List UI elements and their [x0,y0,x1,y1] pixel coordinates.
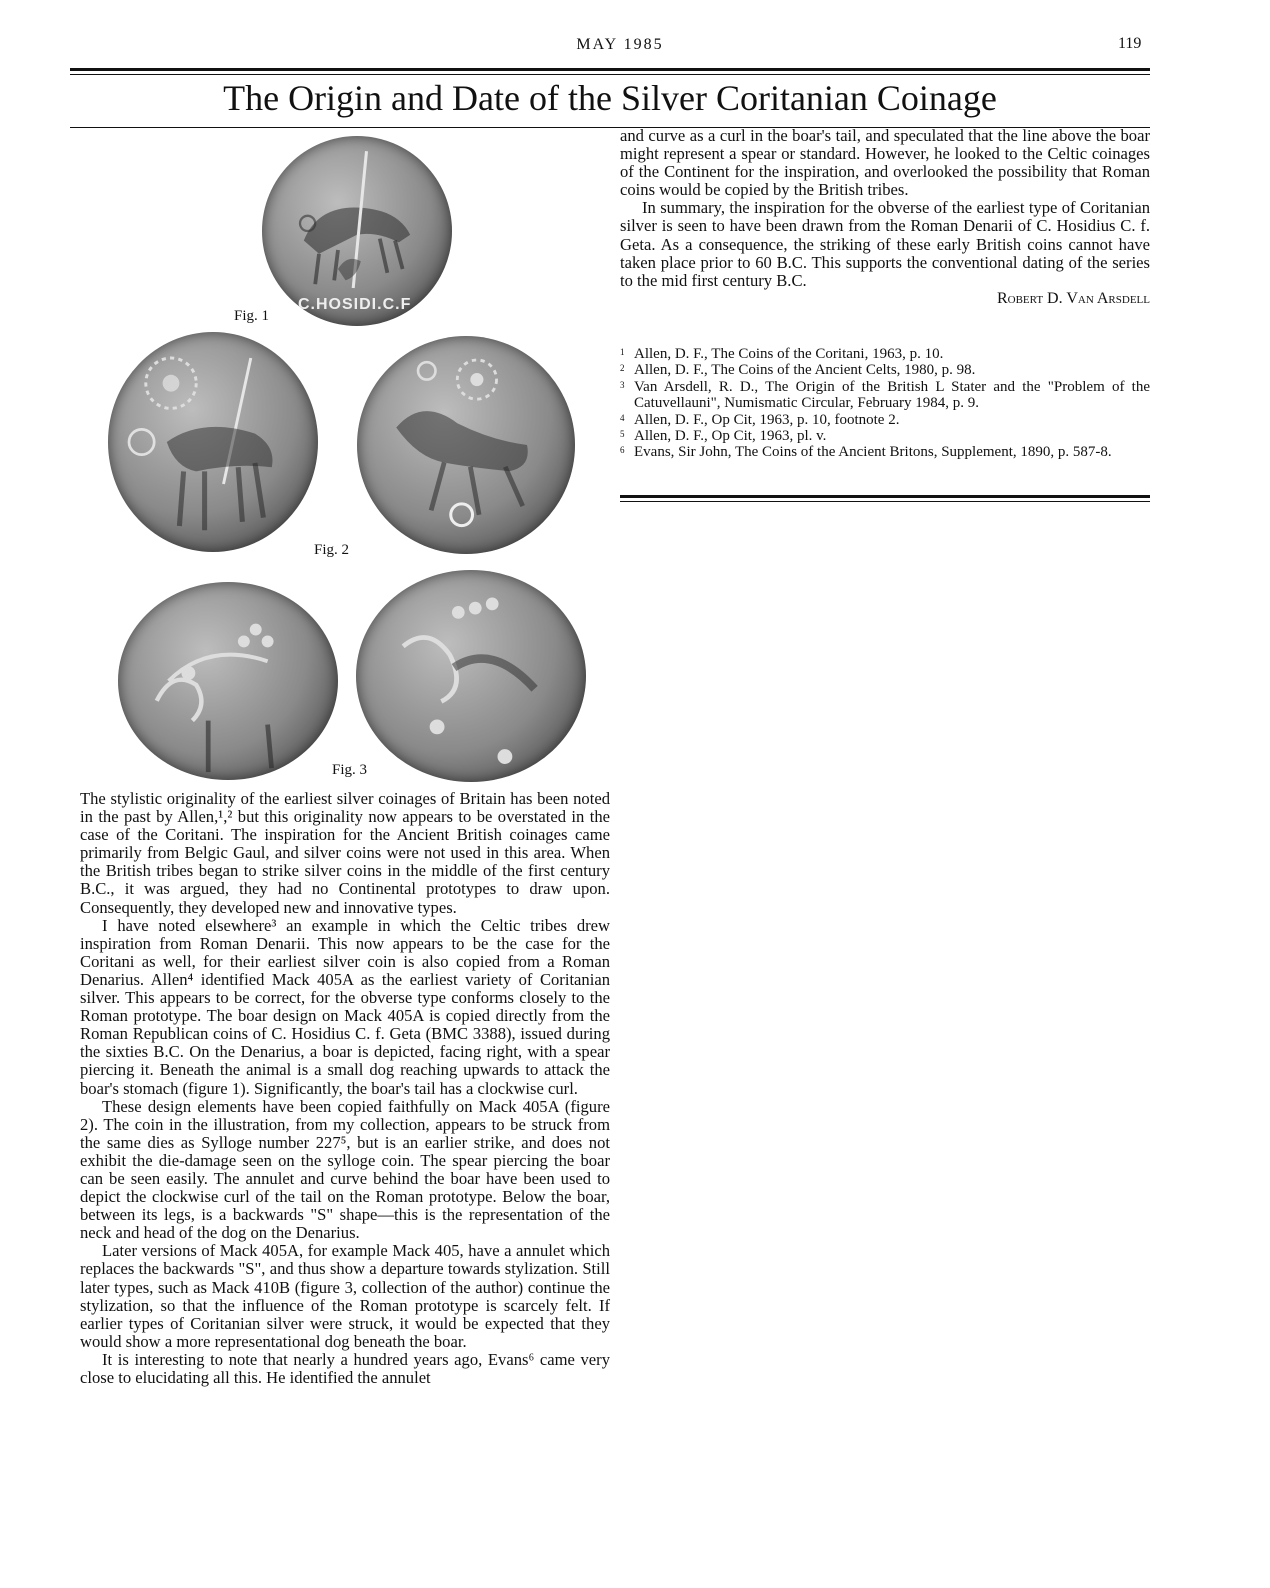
author-signature: Robert D. Van Arsdell [996,289,1150,307]
stylized-horse-figure [357,336,575,554]
footnotes [620,346,1150,461]
footnote-text: Allen, D. F., The Coins of the Ancient Celts, 1980, p. 98. [634,362,976,379]
paragraph-5: It is interesting to note that nearly a hundred years ago, Evans⁶ came very close to elucidating all this. He identified the annulet [80,1349,610,1387]
right-column-body [620,127,1150,308]
top-rule-thick [70,68,1150,71]
footnote-text: Van Arsdell, R. D., The Origin of the British L Stater and the "Problem of the Catuvellauni", Numismatic Circular, February 1984, p. 9. [634,378,1150,412]
page-number: 119 [1118,35,1142,52]
footnote-number: 6 [620,445,625,456]
end-rule-thin [620,501,1150,502]
figure-3-caption: Fig. 3 [332,762,368,778]
left-column-body [80,790,610,1387]
figure-1-coin-image [262,136,452,326]
figure-2-caption: Fig. 2 [314,542,350,558]
footnote-number: 2 [620,363,625,374]
paragraph-1: The stylistic originality of the earliest silver coinages of Britain has been noted in the past by Allen,¹,² but this originality now appears to be overstated in the case of the Coritani. The inspiration for the Ancient British coinages came primarily from Belgic Gaul, and silver coins were not used in this area. When the British tribes began to strike silver coins in the middle of the first century B.C., it was argued, they had no Continental prototypes to draw upon. Consequently, they developed new and innovative types. [80,789,610,917]
paragraph-3: These design elements have been copied faithfully on Mack 405A (figure 2). The coin in the illustration, from my collection, appears to be struck from the same dies as Sylloge number 227⁵, but is an earlier strike, and does not exhibit the die-damage seen on the sylloge coin. The spear piercing the boar can be seen easily. The annulet and curve behind the boar have been used to depict the clockwise curl of the tail on the Roman prototype. Below the boar, between its legs, is a backwards "S" shape—this is the representation of the neck and head of the dog on the Denarius. [80,1096,610,1243]
figure-2-coin-obverse [108,332,318,552]
footnote-number: 4 [620,412,625,423]
footnote [620,412,1150,428]
footnote [620,444,1150,460]
right-paragraph-2: In summary, the inspiration for the obverse of the earliest type of Coritanian silver is seen to have been drawn from the Roman Denarii of C. Hosidius C. f. Geta. As a consequence, the striking of these early British coins cannot have taken place prior to 60 B.C. This supports the conventional dating of the series to the mid first century B.C. [620,198,1150,290]
coin-legend-inscription: C.HOSIDI.C.F [298,296,412,313]
footnote-text: Allen, D. F., Op Cit, 1963, pl. v. [634,428,827,445]
footnote [620,379,1150,412]
top-rule-thin [70,74,1150,75]
footnote-text: Allen, D. F., Op Cit, 1963, p. 10, footnote 2. [634,411,900,428]
abstract-boar-figure [118,582,338,780]
figure-3-coin-obverse [118,582,338,780]
footnote-number: 3 [620,379,625,390]
footnote [620,346,1150,362]
paragraph-2: I have noted elsewhere³ an example in which the Celtic tribes drew inspiration from Roman Denarii. This now appears to be the case for the Coritani as well, for their earliest silver coin is also copied from a Roman Denarius. Allen⁴ identified Mack 405A as the earliest variety of Coritanian silver. This appears to be correct, for the obverse type conforms closely to the Roman prototype. The boar design on Mack 405A is copied directly from the Roman Republican coins of C. Hosidius C. f. Geta (BMC 3388), issued during the sixties B.C. On the Denarius, a boar is depicted, facing right, with a spear piercing it. Beneath the animal is a small dog reaching upwards to attack the boar's stomach (figure 1). Significantly, the boar's tail has a clockwise curl. [80,915,610,1098]
figure-3-coin-reverse [356,570,586,782]
right-paragraph-1: and curve as a curl in the boar's tail, and speculated that the line above the boar might represent a spear or standard. However, he looked to the Celtic coinages of the Continent for the inspiration, and overlooked the possibility that Roman coins would be copied by the British tribes. [620,126,1150,200]
figure-1-caption: Fig. 1 [234,308,270,324]
footnote-number: 5 [620,429,625,440]
figure-2-coin-reverse [357,336,575,554]
abstract-horse-figure [356,570,586,782]
footnote [620,362,1150,378]
footnote [620,428,1150,444]
end-rule-thick [620,495,1150,498]
footnote-text: Allen, D. F., The Coins of the Coritani, 1963, p. 10. [634,346,944,362]
footnote-number: 1 [620,347,625,357]
article-title: The Origin and Date of the Silver Coritanian Coinage [223,78,997,118]
running-header-issue: MAY 1985 [576,36,664,53]
stylized-boar-figure [108,332,318,552]
footnote-text: Evans, Sir John, The Coins of the Ancient Britons, Supplement, 1890, p. 587-8. [634,444,1112,461]
paragraph-4: Later versions of Mack 405A, for example Mack 405, have a annulet which replaces the backwards "S", and thus show a departure towards stylization. Still later types, such as Mack 410B (figure 3, collection of the author) continue the stylization, so that the influence of the Roman prototype is scarcely felt. If earlier types of Coritanian silver were struck, it would be expected that they would show a more representational dog beneath the boar. [80,1241,610,1351]
